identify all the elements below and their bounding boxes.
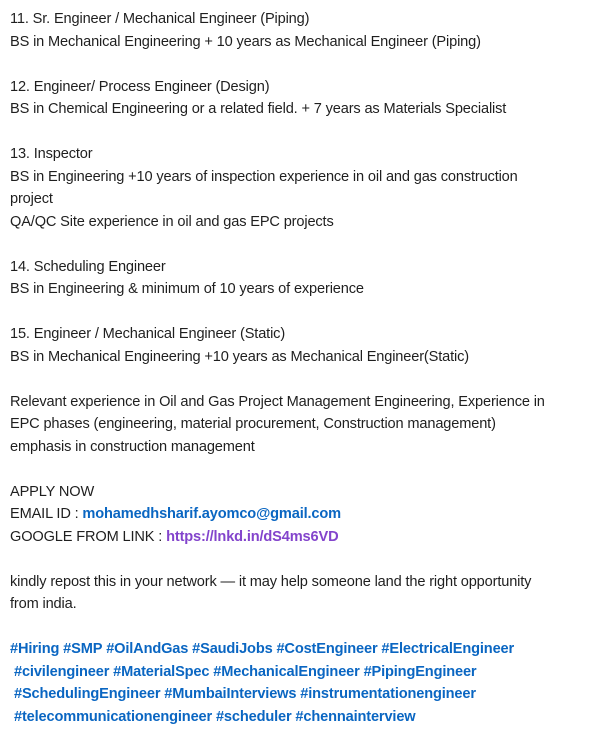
hashtag-list	[10, 638, 597, 728]
hashtag-mumbaiinterviews[interactable]: #MumbaiInterviews	[164, 686, 297, 702]
role-requirement: BS in Chemical Engineering or a related field. + 7 years as Materials Specialist	[10, 101, 507, 117]
hashtag-scheduler[interactable]: #scheduler	[215, 708, 292, 725]
hashtag-costengineer[interactable]: #CostEngineer	[276, 641, 378, 657]
hashtag-instrumentationengineer[interactable]: #instrumentationengineer	[300, 686, 476, 702]
role-title: 12. Engineer/ Process Engineer (Design)	[10, 78, 270, 95]
relevant-experience-text: Relevant experience in Oil and Gas Project Management Engineering, Experience in	[10, 393, 545, 410]
hashtag-telecommunicationengineer[interactable]: #telecommunicationengineer	[14, 708, 213, 725]
hashtag-hiring[interactable]: #Hiring	[10, 641, 60, 657]
role-title: 15. Engineer / Mechanical Engineer (Static)	[10, 326, 286, 342]
repost-note: kindly repost this in your network — it may help someone land the right opportunity	[10, 573, 532, 590]
form-link-row	[10, 526, 597, 549]
hashtag-oilandgas[interactable]: #OilAndGas	[106, 641, 189, 657]
role-requirement: BS in Engineering +10 years of inspection experience in oil and gas construction	[10, 168, 518, 185]
role-requirement: BS in Mechanical Engineering + 10 years as Mechanical Engineer (Piping)	[10, 33, 481, 50]
hashtag-pipingengineer[interactable]: #PipingEngineer	[363, 663, 477, 680]
hashtag-line	[10, 661, 597, 684]
hashtag-materialspec[interactable]: #MaterialSpec	[113, 663, 210, 680]
hashtag-chennainterview[interactable]: #chennainterview	[295, 708, 416, 725]
hashtag-line	[10, 683, 597, 706]
hashtag-mechanicalengineer[interactable]: #MechanicalEngineer	[213, 663, 360, 680]
hashtag-civilengineer[interactable]: #civilengineer	[14, 663, 110, 680]
form-link[interactable]: https://lnkd.in/dS4ms6VD	[166, 528, 339, 545]
repost-note: from india.	[10, 596, 77, 612]
role-requirement: project	[10, 191, 53, 207]
role-requirement: BS in Mechanical Engineering +10 years as Mechanical Engineer(Static)	[10, 348, 469, 365]
role-title: 11. Sr. Engineer / Mechanical Engineer (Piping)	[10, 11, 310, 27]
role-title: 13. Inspector	[10, 146, 93, 162]
relevant-experience-text: EPC phases (engineering, material procurement, Construction management)	[10, 416, 496, 432]
email-link[interactable]: mohamedhsharif.ayomco@gmail.com	[82, 506, 341, 522]
relevant-experience-text: emphasis in construction management	[10, 438, 255, 455]
hashtag-saudijobs[interactable]: #SaudiJobs	[192, 641, 273, 657]
hashtag-schedulingengineer[interactable]: #SchedulingEngineer	[14, 686, 161, 702]
hashtag-electricalengineer[interactable]: #ElectricalEngineer	[381, 641, 515, 657]
hashtag-line	[10, 706, 597, 729]
apply-heading: APPLY NOW	[10, 483, 95, 500]
hashtag-smp[interactable]: #SMP	[63, 641, 103, 657]
role-title: 14. Scheduling Engineer	[10, 258, 166, 275]
role-requirement: QA/QC Site experience in oil and gas EPC projects	[10, 213, 334, 230]
role-requirement: BS in Engineering & minimum of 10 years of experience	[10, 281, 364, 297]
email-row	[10, 503, 597, 526]
hashtag-line	[10, 638, 597, 661]
email-label: EMAIL ID :	[10, 506, 83, 522]
form-link-label: GOOGLE FROM LINK :	[10, 528, 167, 545]
